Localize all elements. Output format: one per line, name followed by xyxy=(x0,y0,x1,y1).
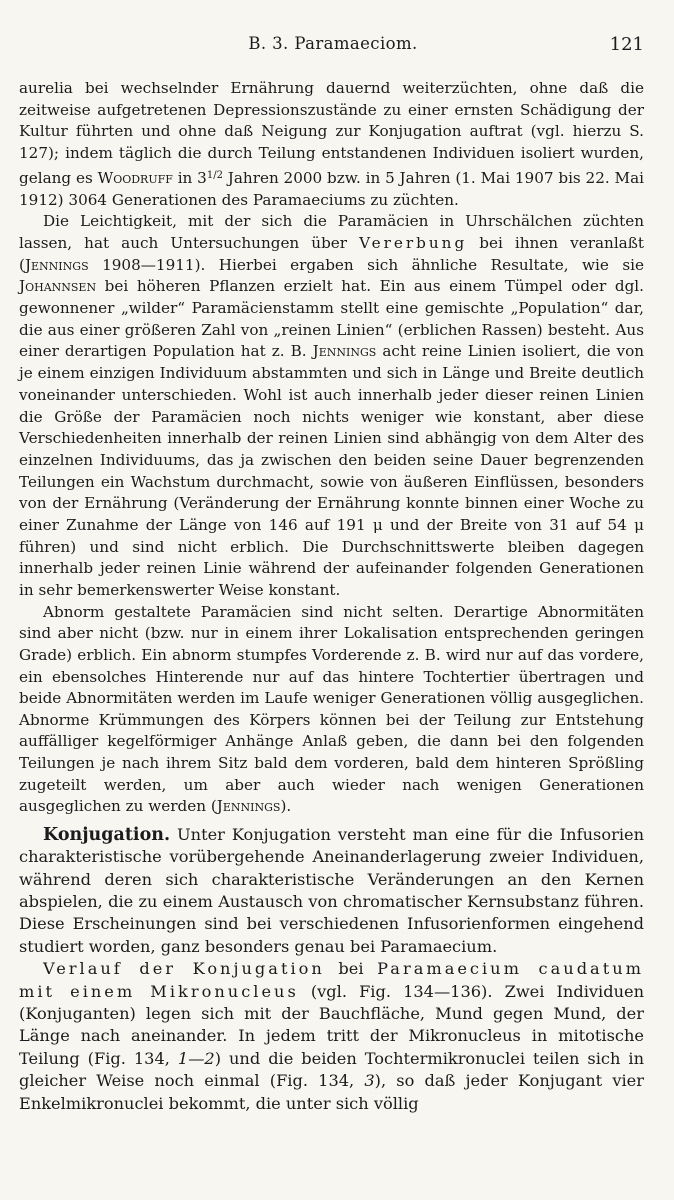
page-header xyxy=(22,34,644,62)
section-heading: Konjugation. xyxy=(43,824,171,845)
text-run: Abnorm gestaltete Paramäcien sind nicht selten. Derartige Abnormitäten sind aber nicht (bzw. nur in einem ihrer Lokalisation entsprechenden geringen Grade) erblich. Ein abnorm stumpfes Vorderende z. B. wird nur auf das vordere, ein ebensolches Hinterende nur auf das hintere Tochtertier übertragen und beide Abnormitäten werden im Laufe weniger Generationen völlig ausgeglichen. Abnorme Krümmungen des Körpers können bei der Teilung zur Entstehung auffälliger kegelförmiger Anhänge Anlaß geben, die dann bei den folgenden Teilungen je nach ihrem Sitz bald dem vorderen, bald dem hinteren Sprößling zugeteilt werden, um aber auch wieder nach wenigen Generationen ausgeglichen zu werden ( xyxy=(19,602,644,816)
spaced-term: Verlauf der Konjugation xyxy=(43,959,325,979)
text-run: 1908—1911). Hierbei ergaben sich ähnliche Resultate, wie sie xyxy=(88,255,644,274)
author-name: Jennings xyxy=(24,255,89,274)
text-run: ) und die beiden Tochtermikronuclei teilen sich in gleicher Weise noch einmal (Fig. 134, xyxy=(19,1048,644,1091)
fraction: 1/2 xyxy=(206,169,223,181)
running-title: B. 3. Paramaeciom. xyxy=(248,34,418,53)
text-run: aurelia bei wechselnder Ernährung dauernd weiterzüchten, ohne daß die zeitweise aufgetretenen Depressionszustände zu einer ernsten Schädigung der Kultur führten und ohne daß Neigung zur Konjugation auftrat (vgl. hierzu S. 127); indem täglich die durch Teilung entstandenen Individuen isoliert wurden, gelang es xyxy=(19,79,644,187)
text-run: Unter Konjugation versteht man eine für die Infusorien charakteristische vorübergehende Aneinanderlagerung zweier Individuen, während deren sich charakteristische Veränderungen an den Kernen abspielen, die zu einem Austausch von chromatischer Kernsubstanz führen. Diese Erscheinungen sind bei verschiedenen Infusorienformen eingehend studiert worden, ganz besonders genau bei Paramaecium. xyxy=(19,824,644,956)
figure-ref: 1—2 xyxy=(177,1048,215,1068)
page-body xyxy=(19,78,644,1115)
paragraph-konjugation xyxy=(19,824,644,958)
text-run: ), so daß jeder Konjugant vier Enkelmikronuclei bekommt, die unter sich völlig xyxy=(19,1071,644,1113)
paragraph-2 xyxy=(19,211,644,602)
page-number: 121 xyxy=(609,34,644,55)
text-run: in 3 xyxy=(172,168,207,187)
figure-ref: 3 xyxy=(364,1071,375,1091)
author-name: Woodruff xyxy=(97,168,173,187)
text-run: bei höheren Pflanzen erzielt hat. Ein aus einem Tümpel oder dgl. gewonnener „wilder“ Paramäcienstamm stellt eine gemischte „Population“ dar, die aus einer größeren Zahl von „reinen Linien“ (erblichen Rassen) besteht. Aus einer derartigen Population hat z. B. xyxy=(19,277,644,361)
author-name: Jennings xyxy=(216,797,281,816)
text-run: bei ihnen veranlaßt ( xyxy=(19,233,644,274)
spaced-term: Paramaecium caudatum mit einem Mikronucleus xyxy=(19,959,644,1001)
author-name: Johannsen xyxy=(19,277,97,296)
author-name: Jennings xyxy=(312,342,377,361)
spaced-term: Vererbung xyxy=(359,233,468,252)
text-run: (vgl. Fig. 134—136). Zwei Individuen (Konjuganten) legen sich mit der Bauchfläche, Mund gegen Mund, der Länge nach aneinander. In jedem tritt der Mikronucleus in mitotische Teilung (Fig. 134, xyxy=(19,981,644,1068)
text-run: ). xyxy=(280,797,292,816)
text-run: Die Leichtigkeit, mit der sich die Paramäcien in Uhrschälchen züchten lassen, hat auch Untersuchungen über xyxy=(19,212,644,252)
text-run: Jahren 2000 bzw. in 5 Jahren (1. Mai 1907 bis 22. Mai 1912) 3064 Generationen des Paramaeciums zu züchten. xyxy=(19,168,644,209)
text-run: acht reine Linien isoliert, die von je einem einzigen Individuum abstammten und sich in Länge und Breite deutlich voneinander unterschieden. Wohl ist auch innerhalb jeder dieser reinen Linien die Größe der Paramäcien noch nichts weniger wie konstant, aber diese Verschiedenheiten innerhalb der reinen Linien sind abhängig von dem Alter des einzelnen Individuums, das ja zwischen den beiden seine Dauer begrenzenden Teilungen ein Wachstum durchmacht, sowie von äußeren Einflüssen, besonders von der Ernährung (Veränderung der Ernährung konnte binnen einer Woche zu einer Zunahme der Länge von 146 auf 191 μ und der Breite von 31 auf 54 μ führen) und sind nicht erblich. Die Durchschnittswerte bleiben dagegen innerhalb jeder reinen Linie während der aufeinander folgenden Generationen in sehr bemerkenswerter Weise konstant. xyxy=(19,342,644,600)
paragraph-1 xyxy=(19,78,644,211)
paragraph-3 xyxy=(19,602,644,818)
text-run: bei xyxy=(324,959,378,979)
paragraph-verlauf xyxy=(19,958,644,1115)
